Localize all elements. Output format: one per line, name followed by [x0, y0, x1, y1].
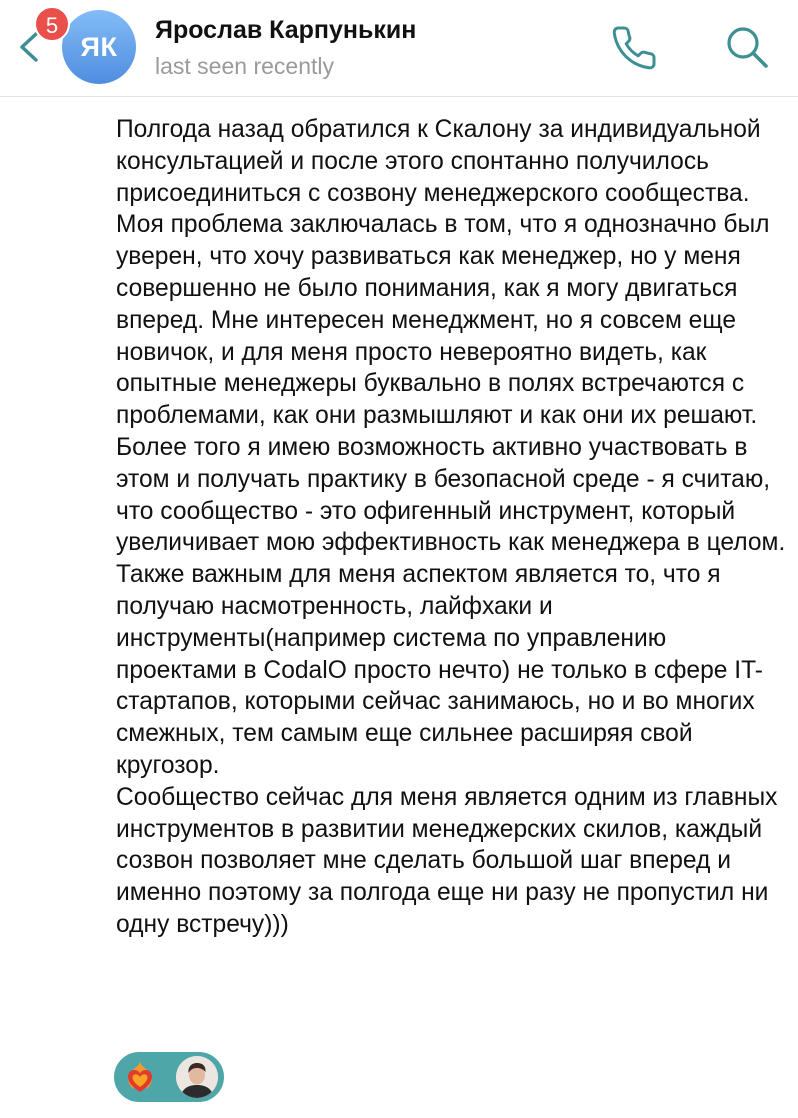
contact-name[interactable]: Ярослав Карпунькин [155, 16, 417, 44]
contact-avatar[interactable] [62, 10, 136, 84]
reaction-pill[interactable] [114, 1052, 224, 1102]
phone-icon[interactable] [610, 24, 658, 72]
last-seen-status: last seen recently [155, 53, 334, 79]
message-text: Полгода назад обратился к Скалону за индивидуальной консультацией и после этого спонтанно получилось присоединиться с созвону менеджерского сообщества. Моя проблема заключалась в том, что я однозначно был уверен, что хочу развиваться как менеджер, но у меня совершенно не было понимания, как я могу двигаться вперед. Мне интересен менеджмент, но я совсем еще новичок, и для меня просто невероятно видеть, как опытные менеджеры буквально в полях встречаются с проблемами, как они размышляют и как они их решают. Более того я имею возможность активно участвовать в этом и получать практику в безопасной среде - я считаю, что сообщество - это офигенный инструмент, который увеличивает мою эффективность как менеджера в целом. Также важным для меня аспектом является то, что я получаю насмотренность, лайфхаки и инструменты(например система по управлению проектами в CodalO просто нечто) не только в сфере IT-стартапов, которыми сейчас занимаюсь, но и во многих смежных, тем самым еще сильнее расширяя свой кругозор. Сообщество сейчас для меня является одним из главных инструментов в развитии менеджерских скилов, каждый созвон позволяет мне сделать большой шаг вперед и именно поэтому за полгода еще ни разу не пропустил ни одну встречу))) [116, 116, 786, 938]
chat-header [0, 0, 798, 97]
unread-count-badge: 5 [34, 6, 70, 42]
search-icon[interactable] [722, 22, 772, 72]
heart-on-fire-icon [122, 1059, 158, 1095]
reactor-avatar [176, 1056, 218, 1098]
avatar-initials: ЯК [80, 31, 118, 62]
